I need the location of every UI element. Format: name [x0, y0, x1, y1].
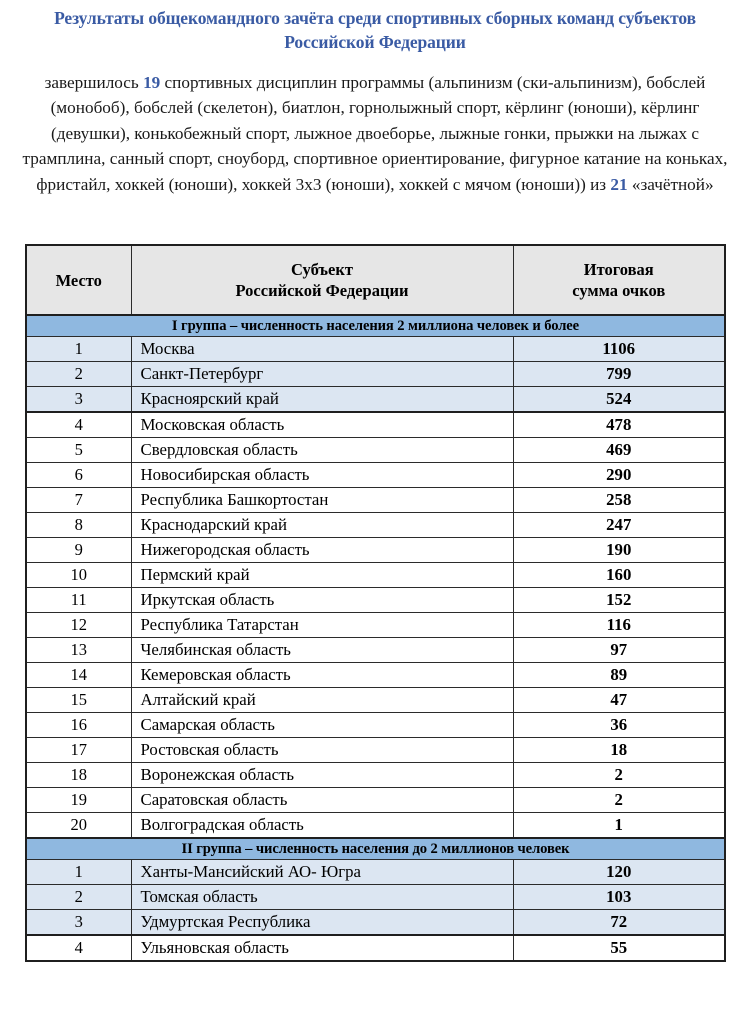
- cell-place: 15: [26, 688, 131, 713]
- group-header-label: II группа – численность населения до 2 миллионов человек: [26, 838, 725, 860]
- cell-region: Воронежская область: [131, 763, 513, 788]
- cell-place: 4: [26, 412, 131, 438]
- cell-score: 290: [513, 463, 725, 488]
- cell-score: 55: [513, 935, 725, 961]
- cell-score: 116: [513, 613, 725, 638]
- intro-text-part2: спортивных дисциплин программы (альпинизм (ски-альпинизм), бобслей (монобоб), бобслей (скелетон), биатлон, горнолыжный спорт, кёрлинг (юноши), кёрлинг (девушки), конькобежный спорт, лыжное двоеборье, лыжные гонки, прыжки на лыжах с трамплина, санный спорт, сноуборд, спортивное ориентирование, фигурное катание на коньках, фристайл, хоккей (юноши), хоккей 3х3 (юноши), хоккей с мячом (юноши)) из: [22, 73, 728, 194]
- cell-score: 36: [513, 713, 725, 738]
- table-row: [26, 488, 725, 513]
- table-row: [26, 362, 725, 387]
- cell-place: 8: [26, 513, 131, 538]
- cell-score: 2: [513, 788, 725, 813]
- table-row: [26, 613, 725, 638]
- cell-score: 478: [513, 412, 725, 438]
- table-row: [26, 935, 725, 961]
- cell-score: 799: [513, 362, 725, 387]
- table-row: [26, 860, 725, 885]
- cell-score: 247: [513, 513, 725, 538]
- cell-score: 160: [513, 563, 725, 588]
- cell-score: 258: [513, 488, 725, 513]
- cell-region: Новосибирская область: [131, 463, 513, 488]
- cell-place: 18: [26, 763, 131, 788]
- page-title: Результаты общекомандного зачёта среди спортивных сборных команд субъектов Российской Федерации: [54, 8, 696, 52]
- cell-score: 120: [513, 860, 725, 885]
- cell-place: 13: [26, 638, 131, 663]
- column-header-region-line2: Российской Федерации: [235, 281, 409, 300]
- cell-place: 19: [26, 788, 131, 813]
- table-row: [26, 638, 725, 663]
- table-row: [26, 910, 725, 936]
- table-row: [26, 513, 725, 538]
- cell-region: Краснодарский край: [131, 513, 513, 538]
- cell-region: Самарская область: [131, 713, 513, 738]
- cell-region: Свердловская область: [131, 438, 513, 463]
- results-table-container: [25, 244, 724, 962]
- column-header-score: [513, 245, 725, 315]
- cell-region: Ханты-Мансийский АО- Югра: [131, 860, 513, 885]
- cell-place: 17: [26, 738, 131, 763]
- cell-place: 4: [26, 935, 131, 961]
- group-header-row: [26, 315, 725, 337]
- intro-highlight-disciplines: 19: [143, 73, 161, 92]
- cell-region: Томская область: [131, 885, 513, 910]
- cell-place: 12: [26, 613, 131, 638]
- table-row: [26, 663, 725, 688]
- column-header-region-line1: Субъект: [291, 260, 353, 279]
- cell-score: 1106: [513, 337, 725, 362]
- cell-region: Москва: [131, 337, 513, 362]
- cell-region: Иркутская область: [131, 588, 513, 613]
- column-header-score-line2: сумма очков: [572, 281, 666, 300]
- cell-place: 10: [26, 563, 131, 588]
- cell-region: Саратовская область: [131, 788, 513, 813]
- cell-score: 1: [513, 813, 725, 839]
- table-row: [26, 438, 725, 463]
- cell-place: 1: [26, 860, 131, 885]
- cell-region: Пермский край: [131, 563, 513, 588]
- cell-place: 16: [26, 713, 131, 738]
- cell-place: 11: [26, 588, 131, 613]
- table-header-row: [26, 245, 725, 315]
- cell-region: Республика Татарстан: [131, 613, 513, 638]
- cell-place: 7: [26, 488, 131, 513]
- intro-text-part1: завершилось: [44, 73, 144, 92]
- cell-place: 1: [26, 337, 131, 362]
- table-row: [26, 412, 725, 438]
- intro-paragraph: [0, 54, 750, 197]
- table-row: [26, 788, 725, 813]
- cell-score: 97: [513, 638, 725, 663]
- cell-region: Волгоградская область: [131, 813, 513, 839]
- group-header-row: [26, 838, 725, 860]
- cell-region: Санкт-Петербург: [131, 362, 513, 387]
- column-header-score-line1: Итоговая: [583, 260, 654, 279]
- table-body: [26, 315, 725, 961]
- table-row: [26, 588, 725, 613]
- table-row: [26, 885, 725, 910]
- cell-place: 14: [26, 663, 131, 688]
- cell-place: 2: [26, 885, 131, 910]
- cell-region: Ростовская область: [131, 738, 513, 763]
- cell-score: 72: [513, 910, 725, 936]
- intro-text-part3: «зачётной»: [627, 174, 714, 194]
- cell-region: Ульяновская область: [131, 935, 513, 961]
- cell-region: Нижегородская область: [131, 538, 513, 563]
- intro-highlight-total: 21: [610, 174, 628, 194]
- table-row: [26, 538, 725, 563]
- cell-score: 469: [513, 438, 725, 463]
- cell-place: 3: [26, 387, 131, 413]
- table-row: [26, 688, 725, 713]
- table-row: [26, 713, 725, 738]
- cell-region: Челябинская область: [131, 638, 513, 663]
- table-row: [26, 563, 725, 588]
- cell-place: 20: [26, 813, 131, 839]
- cell-score: 47: [513, 688, 725, 713]
- cell-region: Республика Башкортостан: [131, 488, 513, 513]
- table-row: [26, 387, 725, 413]
- cell-region: Красноярский край: [131, 387, 513, 413]
- column-header-region: [131, 245, 513, 315]
- cell-score: 524: [513, 387, 725, 413]
- table-row: [26, 763, 725, 788]
- table-row: [26, 337, 725, 362]
- cell-region: Удмуртская Республика: [131, 910, 513, 936]
- results-table: [25, 244, 726, 962]
- group-header-label: I группа – численность населения 2 миллиона человек и более: [26, 315, 725, 337]
- table-row: [26, 813, 725, 839]
- cell-score: 152: [513, 588, 725, 613]
- cell-region: Алтайский край: [131, 688, 513, 713]
- cell-place: 9: [26, 538, 131, 563]
- column-header-place: [26, 245, 131, 315]
- cell-place: 3: [26, 910, 131, 936]
- cell-region: Московская область: [131, 412, 513, 438]
- column-header-place-line1: Место: [55, 270, 102, 290]
- cell-place: 6: [26, 463, 131, 488]
- table-row: [26, 463, 725, 488]
- cell-score: 18: [513, 738, 725, 763]
- table-row: [26, 738, 725, 763]
- cell-place: 2: [26, 362, 131, 387]
- cell-place: 5: [26, 438, 131, 463]
- cell-score: 89: [513, 663, 725, 688]
- cell-score: 2: [513, 763, 725, 788]
- cell-region: Кемеровская область: [131, 663, 513, 688]
- cell-score: 190: [513, 538, 725, 563]
- table-head: [26, 245, 725, 315]
- cell-score: 103: [513, 885, 725, 910]
